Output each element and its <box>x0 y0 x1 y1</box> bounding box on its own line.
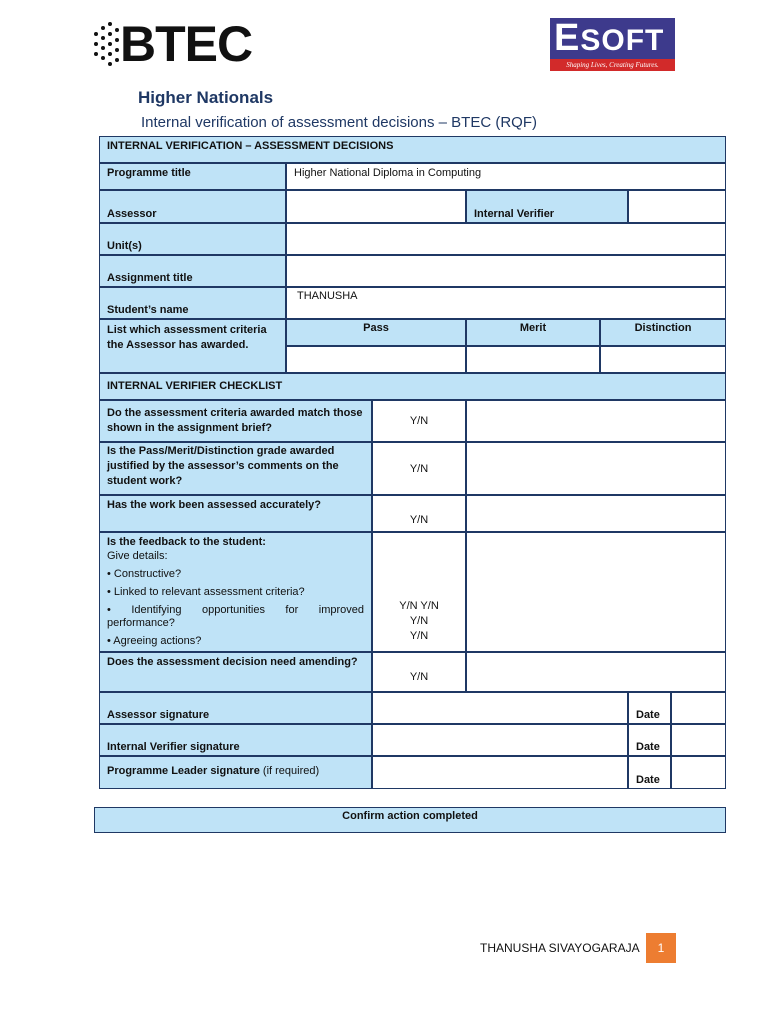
student-name-field[interactable]: THANUSHA <box>286 287 726 319</box>
checklist-section-header: INTERNAL VERIFIER CHECKLIST <box>99 373 726 400</box>
internal-verifier-label: Internal Verifier <box>466 190 628 223</box>
assessor-date-label: Date <box>628 692 671 724</box>
page-number: 1 <box>646 933 676 963</box>
assignment-title-field[interactable] <box>286 255 726 287</box>
checklist-q4-give-details: Give details: <box>107 550 168 562</box>
checklist-q4-answer-1: Y/N Y/N <box>399 600 439 612</box>
list-item: • Identifying opportunities for improved performance? <box>107 604 364 629</box>
checklist-q2-comment[interactable] <box>466 442 726 495</box>
esoft-tagline: Shaping Lives, Creating Futures. <box>550 59 675 71</box>
checklist-q3-comment[interactable] <box>466 495 726 532</box>
esoft-first-letter: E <box>554 17 581 59</box>
esoft-wordmark <box>554 18 664 61</box>
student-name-label: Student’s name <box>99 287 286 319</box>
assessor-signature-field[interactable] <box>372 692 628 724</box>
programme-title-field[interactable]: Higher National Diploma in Computing <box>286 163 726 190</box>
merit-criteria-field[interactable] <box>466 346 600 373</box>
checklist-q4-question: Is the feedback to the student: <box>107 536 266 548</box>
assessor-date-field[interactable] <box>671 692 726 724</box>
btec-logo <box>92 18 252 70</box>
footer-author: THANUSHA SIVAYOGARAJA <box>480 941 640 955</box>
checklist-q5-answer[interactable]: Y/N <box>372 652 466 692</box>
assessor-label: Assessor <box>99 190 286 223</box>
assessor-field[interactable] <box>286 190 466 223</box>
checklist-q5: Does the assessment decision need amending? <box>99 652 372 692</box>
iv-signature-label: Internal Verifier signature <box>99 724 372 756</box>
checklist-q4-comment[interactable] <box>466 532 726 652</box>
page-subtitle: Internal verification of assessment decisions – BTEC (RQF) <box>141 114 537 131</box>
page-title: Higher Nationals <box>138 88 274 107</box>
checklist-q1-answer[interactable]: Y/N <box>372 400 466 442</box>
iv-date-field[interactable] <box>671 724 726 756</box>
checklist-q4 <box>99 532 372 652</box>
checklist-q4-answer-3: Y/N <box>409 630 429 642</box>
pass-header: Pass <box>286 319 466 346</box>
pl-date-field[interactable] <box>671 756 726 789</box>
checklist-q4-answer-2: Y/N <box>409 615 429 627</box>
checklist-q2: Is the Pass/Merit/Distinction grade awarded justified by the assessor’s comments on the student work? <box>99 442 372 495</box>
checklist-q2-answer[interactable]: Y/N <box>372 442 466 495</box>
decisions-section-header: INTERNAL VERIFICATION – ASSESSMENT DECISIONS <box>99 136 726 163</box>
checklist-q1-comment[interactable] <box>466 400 726 442</box>
units-field[interactable] <box>286 223 726 255</box>
btec-dots-icon <box>92 18 122 70</box>
assignment-title-label: Assignment title <box>99 255 286 287</box>
checklist-q4-bullets <box>107 568 364 648</box>
pl-signature-label: Programme Leader signature <box>107 765 260 777</box>
units-label: Unit(s) <box>99 223 286 255</box>
iv-date-label: Date <box>628 724 671 756</box>
checklist-q1: Do the assessment criteria awarded match those shown in the assignment brief? <box>99 400 372 442</box>
assessor-signature-label: Assessor signature <box>99 692 372 724</box>
checklist-q4-answer[interactable] <box>372 532 466 652</box>
list-item: • Agreeing actions? <box>107 635 202 647</box>
programme-title-label: Programme title <box>99 163 286 190</box>
list-item: • Constructive? <box>107 568 182 580</box>
checklist-q3-answer[interactable]: Y/N <box>372 495 466 532</box>
pl-signature-label-cell <box>99 756 372 789</box>
checklist-q3: Has the work been assessed accurately? <box>99 495 372 532</box>
esoft-rest: SOFT <box>580 24 665 57</box>
confirm-action-bar: Confirm action completed <box>94 807 726 833</box>
iv-signature-field[interactable] <box>372 724 628 756</box>
criteria-label: List which assessment criteria the Assessor has awarded. <box>99 319 286 373</box>
pl-signature-note: (if required) <box>262 765 320 777</box>
pl-signature-field[interactable] <box>372 756 628 789</box>
checklist-q5-comment[interactable] <box>466 652 726 692</box>
internal-verifier-field[interactable] <box>628 190 726 223</box>
distinction-criteria-field[interactable] <box>600 346 726 373</box>
distinction-header: Distinction <box>600 319 726 346</box>
esoft-logo <box>550 18 675 71</box>
btec-wordmark: BTEC <box>120 16 253 72</box>
list-item: • Linked to relevant assessment criteria? <box>107 586 305 598</box>
merit-header: Merit <box>466 319 600 346</box>
pl-date-label: Date <box>628 756 671 789</box>
pass-criteria-field[interactable] <box>286 346 466 373</box>
